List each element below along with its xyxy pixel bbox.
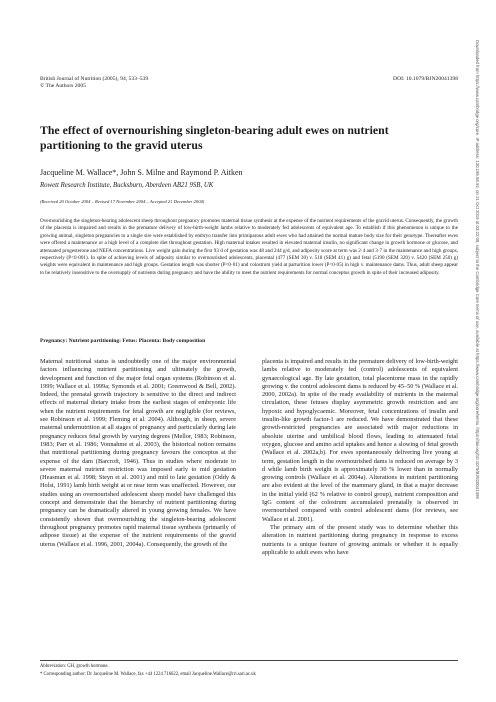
received-dates: (Received 20 October 2004 – Revised 17 November 2004 – Accepted 21 December 2004) bbox=[40, 199, 205, 204]
abbreviation-footnote: Abbreviation: GH, growth hormone. bbox=[40, 664, 109, 669]
abstract: Overnourishing the singleton-bearing adolescent sheep throughout pregnancy promotes maternal tissue synthesis at the expense of the nutrient requirements of the gravid uterus. Consequently, the growth of the placenta is impaired and results in the premature delivery of low-birth-weight lambs relative to moderately fed adolescents of equivalent age. To establish if this phenomenon is unique to the growing animal, singleton pregnancies to a single sire were established by embryo transfer into primiparous adult ewes who had attained the normal mature body size for their genotype. Thereafter ewes were offered a maintenance or a high level of a complete diet throughout gestation. High maternal intakes resulted in elevated maternal insulin, no significant change in growth hormone or glucose, and attenuated progesterone and NEFA concentrations. Live weight gain during the first 93 d of gestation was 48 and 244 g/d, and adiposity score at term was 2·4 and 3·7 in the maintenance and high groups, respectively (P<0·001). In spite of achieving levels of adiposity similar to overnourished adolescents, placental (477 (SEM 30) v. 518 (SEM 41) g) and fetal (5190 (SEM 320) v. 5420 (SEM 250) g) weights were equivalent in maintenance and high groups. Gestation length was shorter (P<0·01) and colostrum yield at parturition lower (P<0·05) in high v. maintenance dams. Thus, adult sheep appear to be relatively insensitive to the oversupply of nutrients during pregnancy and have the ability to meet the nutrient requirements for normal conceptus growth in spite of their increased adiposity. bbox=[40, 218, 458, 276]
body-paragraph: The primary aim of the present study was to determine whether this alteration in nutrient partitioning during pregnancy in response to excess nutrients is a unique feature of growing animals or whether it is equally applicable to adult ewes who have bbox=[262, 523, 458, 556]
footnote-divider bbox=[40, 660, 458, 661]
copyright-notice: © The Authors 2005 bbox=[40, 83, 86, 89]
footnotes bbox=[40, 663, 256, 678]
article-title: The effect of overnourishing singleton-bearing adult ewes on nutrient partitioning to the gravid uterus bbox=[40, 123, 389, 152]
affiliation: Rowett Research Institute, Bucksburn, Aberdeen AB21 9SB, UK bbox=[40, 182, 214, 189]
journal-reference: British Journal of Nutrition (2005), 94, 533–539 bbox=[40, 76, 149, 82]
body-paragraph: placenta is impaired and results in the premature delivery of low-birth-weight lambs relative to moderately fed (control) adolescents of equivalent gynaecological age. By late gestation, total placentome mass in the rapidly growing v. the control adolescent dams is reduced by 45–50 % (Wallace et al. 2000, 2002a). In spite of the ready availability of nutrients in the maternal circulation, these fetuses display asymmetric growth restriction and are hypoxic and hypoglycaemic. Moreover, fetal concentrations of insulin and insulin-like growth factor-1 are reduced. We have demonstrated that these growth-restricted pregnancies are associated with major reductions in absolute uterine and umbilical blood flows, leading to attenuated fetal oxygen, glucose and amino acid uptakes and hence a slowing of fetal growth (Wallace et al. 2002a,b). For ewes spontaneously delivering live young at term, gestation length in the overnourished dams is reduced on average by 3 d while lamb birth weight is approximately 30 % lower than in normally growing controls (Wallace et al. 2004a). Alterations in nutrient partitioning are also evident at the level of the mammary gland, in that a major decrease in the initial yield (62 % relative to control group), nutrient composition and IgG content of the colostrum accumulated prenatally is observed in overnourished compared with control adolescent dams (for reviews, see Wallace et al. 2001). bbox=[262, 358, 458, 523]
download-notice: Downloaded from https://www.cambridge.org/core. IP address: 130.195.58.92, on 21 Oct 2019 at 03:22:05, subject to the Cambridge Core terms of use, available at https://www.cambridge.org/core/terms. https://doi.org/10.1079/BJN20041398 bbox=[475, 40, 480, 499]
doi-reference: DOI: 10.1079/BJN20041398 bbox=[393, 76, 458, 82]
keywords: Pregnancy: Nutrient partitioning: Fetus: Placenta: Body composition bbox=[40, 338, 206, 344]
author-list: Jacqueline M. Wallace*, John S. Milne and Raymond P. Aitken bbox=[40, 168, 243, 177]
journal-citation bbox=[40, 76, 148, 90]
corresponding-author-footnote: * Corresponding author: Dr Jacqueline M. Wallace, fax +44 1224 716622, email Jacqueline.Wallace@rri.sari.ac.uk bbox=[40, 671, 256, 677]
body-column-right bbox=[262, 358, 458, 557]
body-paragraph: Maternal nutritional status is undoubtedly one of the major environmental factors influencing nutrient partitioning and ultimately the growth, development and function of the major fetal organ systems (Robinson et al. 1999; Wallace et al. 1999a; Symonds et al. 2001; Greenwood & Bell, 2002). Indeed, the prenatal growth trajectory is sensitive to the direct and indirect effects of maternal dietary intake from the earliest stages of embryonic life when the nutrient requirements for fetal growth are negligible (for reviews, see Robinson et al. 1999; Fleming et al. 2004). Although, in sheep, severe maternal undernutrition at all stages of pregnancy and particularly during late pregnancy reduces fetal growth by varying degrees (Mellor, 1983; Robinson, 1983; Parr et al. 1986; Vonnahme et al. 2003), the historical notion remains that nutritional partitioning during pregnancy favours the conceptus at the expense of the dam (Barcroft, 1946). Thus in studies where moderate to severe maternal nutrient restriction was imposed early to mid gestation (Heasman et al. 1998; Steyn et al. 2001) and mid to late gestation (Oddy & Holst, 1991) lamb birth weight at or near term was unaffected. However, our studies using an overnourished adolescent sheep model have challenged this concept and demonstrate that the hierarchy of nutrient partitioning during pregnancy can be dramatically altered in young growing females. We have consistently shown that overnourishing the singleton-bearing adolescent throughout pregnancy promotes rapid maternal tissue synthesis (primarily of adipose tissue) at the expense of the nutrient requirements of the gravid uterus (Wallace et al. 1996, 2001, 2004a). Consequently, the growth of the bbox=[40, 358, 236, 548]
body-column-left bbox=[40, 358, 236, 549]
